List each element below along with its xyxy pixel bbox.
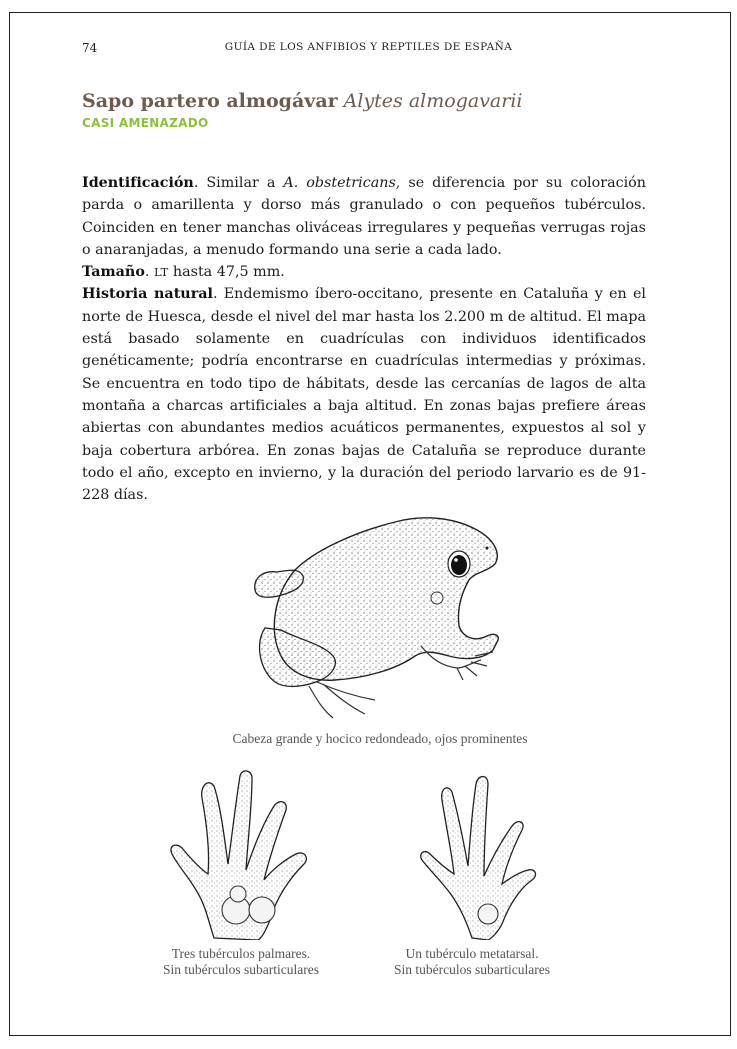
hand-illustration — [166, 770, 326, 940]
tamano-text: hasta 47,5 mm. — [168, 264, 285, 281]
hand-caption-line-2: Sin tubérculos subarticulares — [163, 962, 319, 977]
toad-caption: Cabeza grande y hocico redondeado, ojos prominentes — [232, 731, 528, 746]
toad-illustration — [225, 510, 515, 725]
identificacion-label: Identificación — [82, 175, 194, 191]
species-title — [82, 90, 677, 130]
identificacion-text: . Similar a — [193, 175, 284, 191]
identificacion-text-cont: , se diferencia por su coloración parda o amarillenta y dorso más granulado o con pequeños tubérculos. Coinciden en tener manchas oliváceas irregulares y pequeñas verrugas rojas o anaranjadas, a menudo formando una serie a cada lado. — [82, 175, 646, 258]
tamano-sep: . — [144, 264, 154, 281]
conservation-status: CASI AMENAZADO — [82, 116, 209, 130]
hand-caption-line-1: Tres tubérculos palmares. — [171, 946, 311, 961]
identificacion-paragraph — [82, 172, 646, 261]
scientific-name: Alytes almogavarii — [343, 90, 523, 112]
historia-natural-label: Historia natural — [82, 286, 213, 303]
tamano-label: Tamaño — [82, 264, 145, 281]
species-description — [82, 172, 646, 506]
foot-caption-line-1: Un tubérculo metatarsal. — [405, 946, 539, 961]
historia-natural-text: . Endemismo íbero-occitano, presente en Cataluña y en el norte de Huesca, desde el nivel del mar hasta los 2.200 m de altitud. El mapa está basado solamente en cuadrículas con individuos identificados genéticamente; podría encontrarse en cuadrículas intermedias y próximas. Se encuentra en todo tipo de hábitats, desde las cercanías de lagos de alta montaña a charcas artificiales a baja altitud. En zonas bajas prefiere áreas abiertas con abundantes medios acuáticos permanentes, expuestos al sol y baja cobertura arbórea. En zonas bajas de Cataluña se reproduce durante todo el año, excepto en invierno, y la duración del periodo larvario es de 91-228 días. — [82, 286, 647, 504]
foot-illustration — [412, 770, 542, 940]
book-title: GUÍA DE LOS ANFIBIOS Y REPTILES DE ESPAÑA — [224, 41, 513, 53]
historia-natural-paragraph — [82, 283, 646, 506]
page-number: 74 — [82, 41, 98, 55]
running-head — [82, 41, 655, 57]
tamano-abbr: LT — [153, 265, 169, 280]
tamano-paragraph — [82, 261, 646, 283]
reference-species: A. obstetricans — [283, 175, 396, 191]
foot-caption — [362, 946, 582, 978]
common-name: Sapo partero almogávar — [82, 90, 338, 112]
hand-caption — [126, 946, 356, 978]
foot-caption-line-2: Sin tubérculos subarticulares — [394, 962, 550, 977]
